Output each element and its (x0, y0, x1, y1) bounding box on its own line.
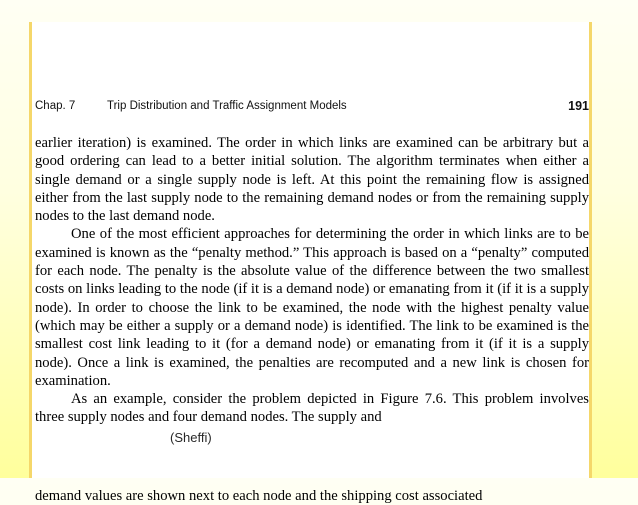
cut-off-line: demand values are shown next to each node and the shipping cost associated (35, 488, 483, 504)
body-text (35, 134, 589, 427)
chapter-label: Chap. 7 (35, 100, 76, 112)
source-attribution: (Sheffi) (170, 430, 212, 445)
scanned-page (29, 22, 592, 504)
paragraph-continued: earlier iteration) is examined. The order in which links are examined can be arbitrary but a good ordering can lead to a better initial solution. The algorithm terminates when either a single demand or a single supply node is left. At this point the remaining flow is assigned either from the last supply node to the remaining demand nodes or from the remaining supply nodes to the last demand node. (35, 135, 589, 225)
page-header (35, 100, 589, 116)
running-title: Trip Distribution and Traffic Assignment Models (107, 100, 347, 112)
paragraph-example: As an example, consider the problem depicted in Figure 7.6. This problem involves three supply nodes and four demand nodes. The supply and (35, 391, 589, 426)
page-number: 191 (568, 99, 589, 113)
paragraph-penalty-method: One of the most efficient approaches for determining the order in which links are to be examined is known as the “penalty method.” This approach is based on a “penalty” computed for each node. The penalty is the absolute value of the difference between the two smallest costs on links leading to the node (if it is a demand node) or emanating from it (if it is a supply node). In order to choose the link to be examined, the node with the highest penalty value (which may be either a supply or a demand node) is identified. The link to be examined is the smallest cost link leading to it (for a demand node) or emanating from it (if it is a supply node). Once a link is examined, the penalties are recomputed and a new link is chosen for examination. (35, 226, 589, 389)
